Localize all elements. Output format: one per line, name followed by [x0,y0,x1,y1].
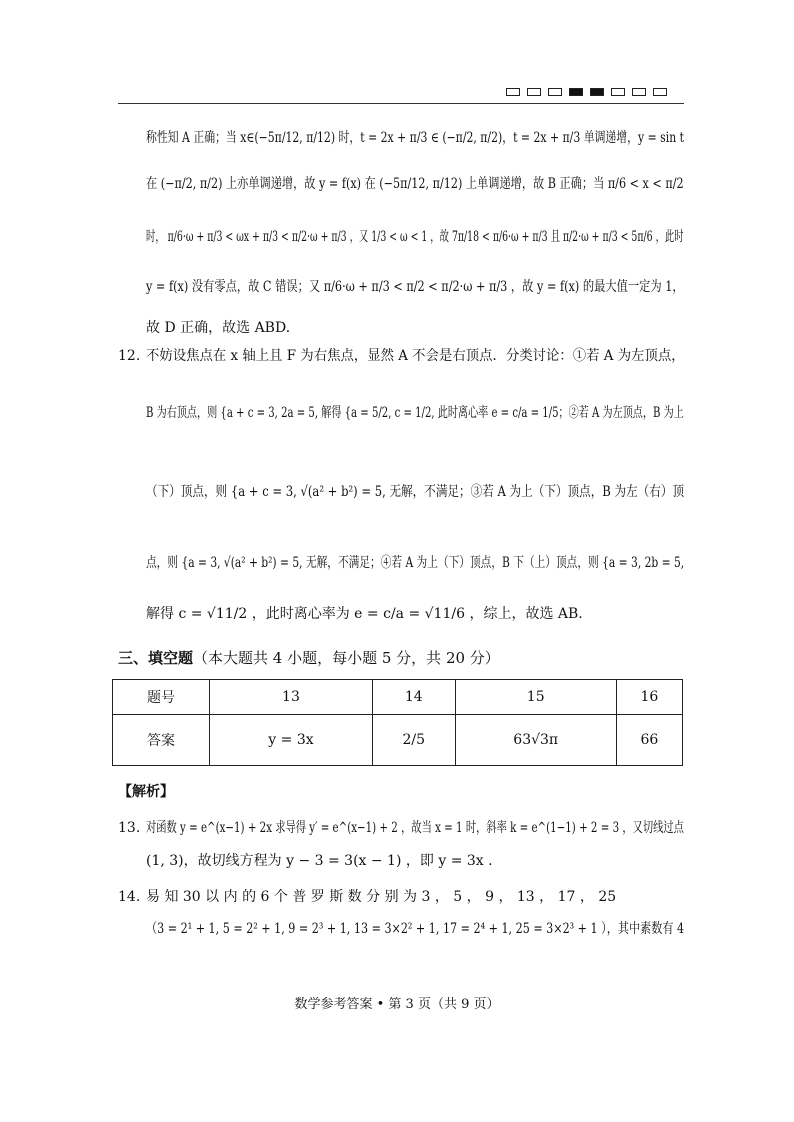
solution-line: 称性知 A 正确；当 x∈(−5π/12, π/12) 时，t = 2x + π/3 ∈ (−π/2, π/2)，t = 2x + π/3 单调递增，y = sin t [146,130,685,146]
table-cell-answer: 63√3π [455,715,616,766]
solution-line: 在 (−π/2, π/2) 上亦单调递增，故 y = f(x) 在 (−5π/12, π/12) 上单调递增，故 B 正确；当 π/6 < x < π/2 [146,176,684,192]
solution-line: 对函数 y = e^(x−1) + 2x 求导得 y′ = e^(x−1) + 2 ，故当 x = 1 时，斜率 k = e^(1−1) + 2 = 3 ，又切线过点 [146,820,684,836]
question-number: 12. [118,348,141,364]
solution-line: (1, 3)，故切线方程为 y − 3 = 3(x − 1) ，即 y = 3x . [146,853,493,869]
table-row [113,680,683,715]
table-row-label: 答案 [113,715,210,766]
answer-table [112,679,683,766]
question-number: 13. [118,820,141,836]
section-heading [118,647,500,668]
solution-line: （3 = 2¹ + 1, 5 = 2² + 1, 9 = 2³ + 1, 13 = 3×2² + 1, 17 = 2⁴ + 1, 25 = 3×2³ + 1 ），其中素数有 4 [146,921,685,937]
table-cell-answer: 2/5 [372,715,455,766]
table-row [113,715,683,766]
table-cell-number: 16 [616,680,682,715]
header-rule [118,103,684,104]
marker-box [527,88,541,96]
solution-line: 时， π/6·ω + π/3 < ωx + π/3 < π/2·ω + π/3 ，又 1/3 < ω < 1 ，故 7π/18 < π/6·ω + π/3 且 π/2·ω + π/3 < 5π/6 ，此时 [146,229,684,245]
section-note: （本大题共 4 小题，每小题 5 分，共 20 分） [193,649,500,667]
marker-box [548,88,562,96]
table-cell-number: 13 [210,680,373,715]
page-marker-boxes [506,88,667,96]
table-cell-answer: 66 [616,715,682,766]
table-cell-number: 14 [372,680,455,715]
solution-line: 易 知 30 以 内 的 6 个 普 罗 斯 数 分 别 为 3 ， 5 ， 9 ， 13 ， 17 ， 25 [146,889,617,905]
marker-box [653,88,667,96]
marker-box [611,88,625,96]
solution-line: （下）顶点，则 {a + c = 3, √(a² + b²) = 5, 无解，不满足；③若 A 为上（下）顶点，B 为左（右）顶 [146,484,685,500]
marker-box [506,88,520,96]
marker-box-filled [590,88,604,96]
solution-line: 解得 c = √11/2 ，此时离心率为 e = c/a = √11/6 ，综上，故选 AB. [146,606,583,622]
solution-line: 点，则 {a = 3, √(a² + b²) = 5, 无解，不满足；④若 A 为上（下）顶点，B 下（上）顶点，则 {a = 3, 2b = 5, [146,555,685,571]
solution-line: B 为右顶点，则 {a + c = 3, 2a = 5, 解得 {a = 5/2, c = 1/2, 此时离心率 e = c/a = 1/5；②若 A 为左顶点，B 为上 [146,405,684,421]
table-cell-answer: y = 3x [210,715,373,766]
marker-box [632,88,646,96]
solution-line: 不妨设焦点在 x 轴上且 F 为右焦点，显然 A 不会是右顶点．分类讨论：①若 A 为左顶点， [146,348,685,364]
page-footer: 数学参考答案 • 第 3 页（共 9 页） [294,997,500,1012]
table-cell-number: 15 [455,680,616,715]
question-number: 14. [118,889,141,905]
marker-box-filled [569,88,583,96]
table-row-label: 题号 [113,680,210,715]
analysis-heading: 【解析】 [118,784,174,800]
solution-line: y = f(x) 没有零点，故 C 错误；又 π/6·ω + π/3 < π/2 < π/2·ω + π/3 ，故 y = f(x) 的最大值一定为 1， [146,279,684,295]
solution-line: 故 D 正确，故选 ABD. [146,320,291,336]
section-title: 三、填空题 [118,649,194,667]
